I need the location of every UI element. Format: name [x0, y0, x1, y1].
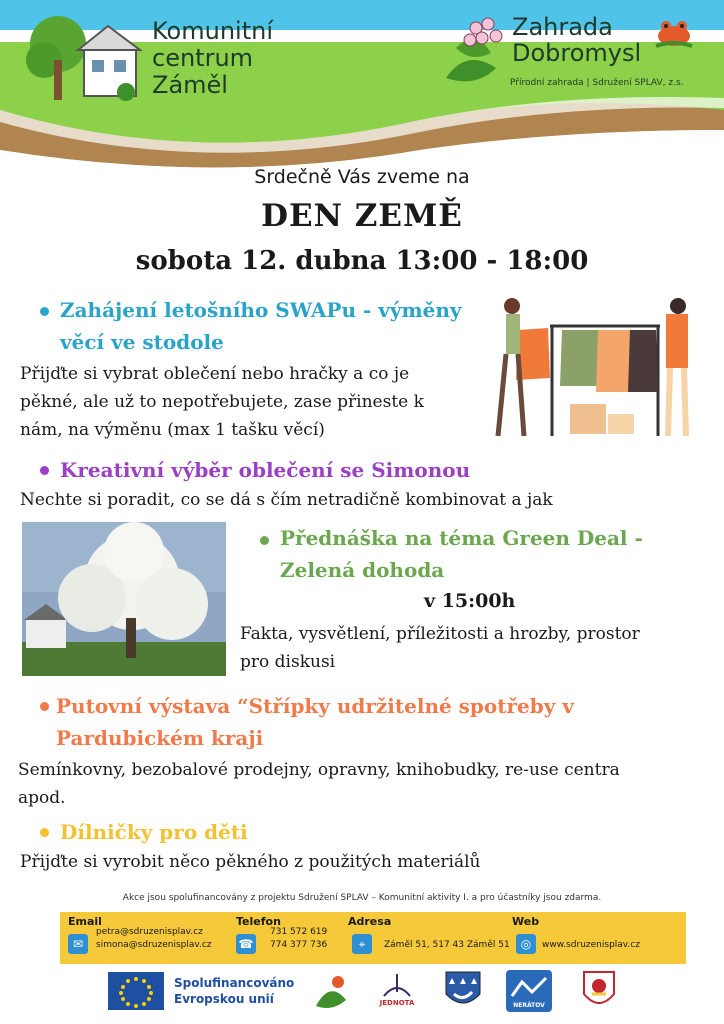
- email-address[interactable]: simona@sdruzenisplav.cz: [96, 940, 212, 950]
- organization-name-left: Komunitní centrum Záměl: [152, 17, 273, 99]
- event-title: DEN ZEMĚ: [261, 198, 463, 234]
- bullet-icon: [40, 702, 49, 711]
- program-item-description: Přijďte si vyrobit něco pěkného z použitých materiálů: [20, 852, 481, 872]
- address-label: Adresa: [348, 915, 392, 928]
- frog-icon: [650, 12, 698, 52]
- email-address[interactable]: petra@sdruzenisplav.cz: [96, 927, 203, 937]
- zamel-coat-of-arms: [582, 970, 616, 1012]
- location-pin-icon: ⌖: [352, 934, 372, 954]
- contact-bar: [60, 912, 686, 964]
- blossoming-tree-photo: [22, 522, 226, 676]
- program-item-description: Fakta, vysvětlení, příležitosti a hrozby, prostor pro diskusi: [240, 624, 640, 672]
- bullet-icon: [40, 466, 49, 475]
- organization-name-right: Zahrada Dobromysl: [512, 13, 642, 67]
- eu-flag-icon: [108, 972, 164, 1010]
- program-item-heading: Přednáška na téma Green Deal - Zelená dohoda: [280, 526, 643, 582]
- program-item-heading: Putovní výstava “Střípky udržitelné spotřeby v Pardubickém kraji: [56, 694, 574, 750]
- flower-logo: [436, 8, 512, 92]
- phone-icon: ☎: [236, 934, 256, 954]
- lecture-time: v 15:00h: [424, 590, 516, 612]
- globe-icon: ◎: [516, 934, 536, 954]
- web-label: Web: [512, 915, 540, 928]
- program-item-description: Přijďte si vybrat oblečení nebo hračky a co je pěkné, ale už to nepotřebujete, zase přineste k nám, na výměnu (max 1 tašku věcí): [20, 364, 424, 440]
- bullet-icon: [40, 828, 49, 837]
- phone-number[interactable]: 774 377 736: [270, 940, 328, 950]
- eu-cofunded-text: Spolufinancováno Evropskou unií: [174, 976, 295, 1006]
- house-tree-logo: [22, 8, 150, 104]
- organization-subtitle-right: Přírodní zahrada | Sdružení SPLAV, z.s.: [510, 78, 684, 88]
- municipality-coat-of-arms: [444, 970, 482, 1012]
- clothes-swap-illustration: [490, 296, 700, 440]
- bullet-icon: [40, 307, 49, 316]
- funding-note: Akce jsou spolufinancovány z projektu Sdružení SPLAV – Komunitní aktivity I. a pro účastníky jsou zdarma.: [122, 893, 602, 903]
- bullet-icon: [260, 536, 269, 545]
- program-item-description: Nechte si poradit, co se dá s čím netradičně kombinovat a jak: [20, 490, 553, 510]
- program-item-heading: Zahájení letošního SWAPu - výměny věcí ve stodole: [60, 298, 462, 354]
- program-item-description: Semínkovny, bezobalové prodejny, opravny, knihobudky, re-use centra apod.: [18, 760, 620, 808]
- jednota-logo: [374, 970, 420, 1012]
- neratov-logo-text: NERÁTOV: [513, 1002, 545, 1009]
- program-item-heading: Dílničky pro děti: [60, 820, 248, 844]
- program-item-heading: Kreativní výběr oblečení se Simonou: [60, 458, 471, 482]
- email-label: Email: [68, 915, 102, 928]
- invitation-text: Srdečně Vás zveme na: [254, 166, 470, 188]
- email-icon: ✉: [68, 934, 88, 954]
- neratov-logo: [506, 970, 552, 1012]
- event-date-time: sobota 12. dubna 13:00 - 18:00: [135, 246, 589, 276]
- zahrada-dobromysl-logo: [312, 970, 352, 1012]
- website-link[interactable]: www.sdruzenisplav.cz: [542, 940, 640, 950]
- phone-number[interactable]: 731 572 619: [270, 927, 328, 937]
- address-value: Záměl 51, 517 43 Záměl 51: [384, 940, 510, 950]
- phone-label: Telefon: [236, 915, 281, 928]
- jednota-logo-text: JEDNOTA: [379, 999, 415, 1007]
